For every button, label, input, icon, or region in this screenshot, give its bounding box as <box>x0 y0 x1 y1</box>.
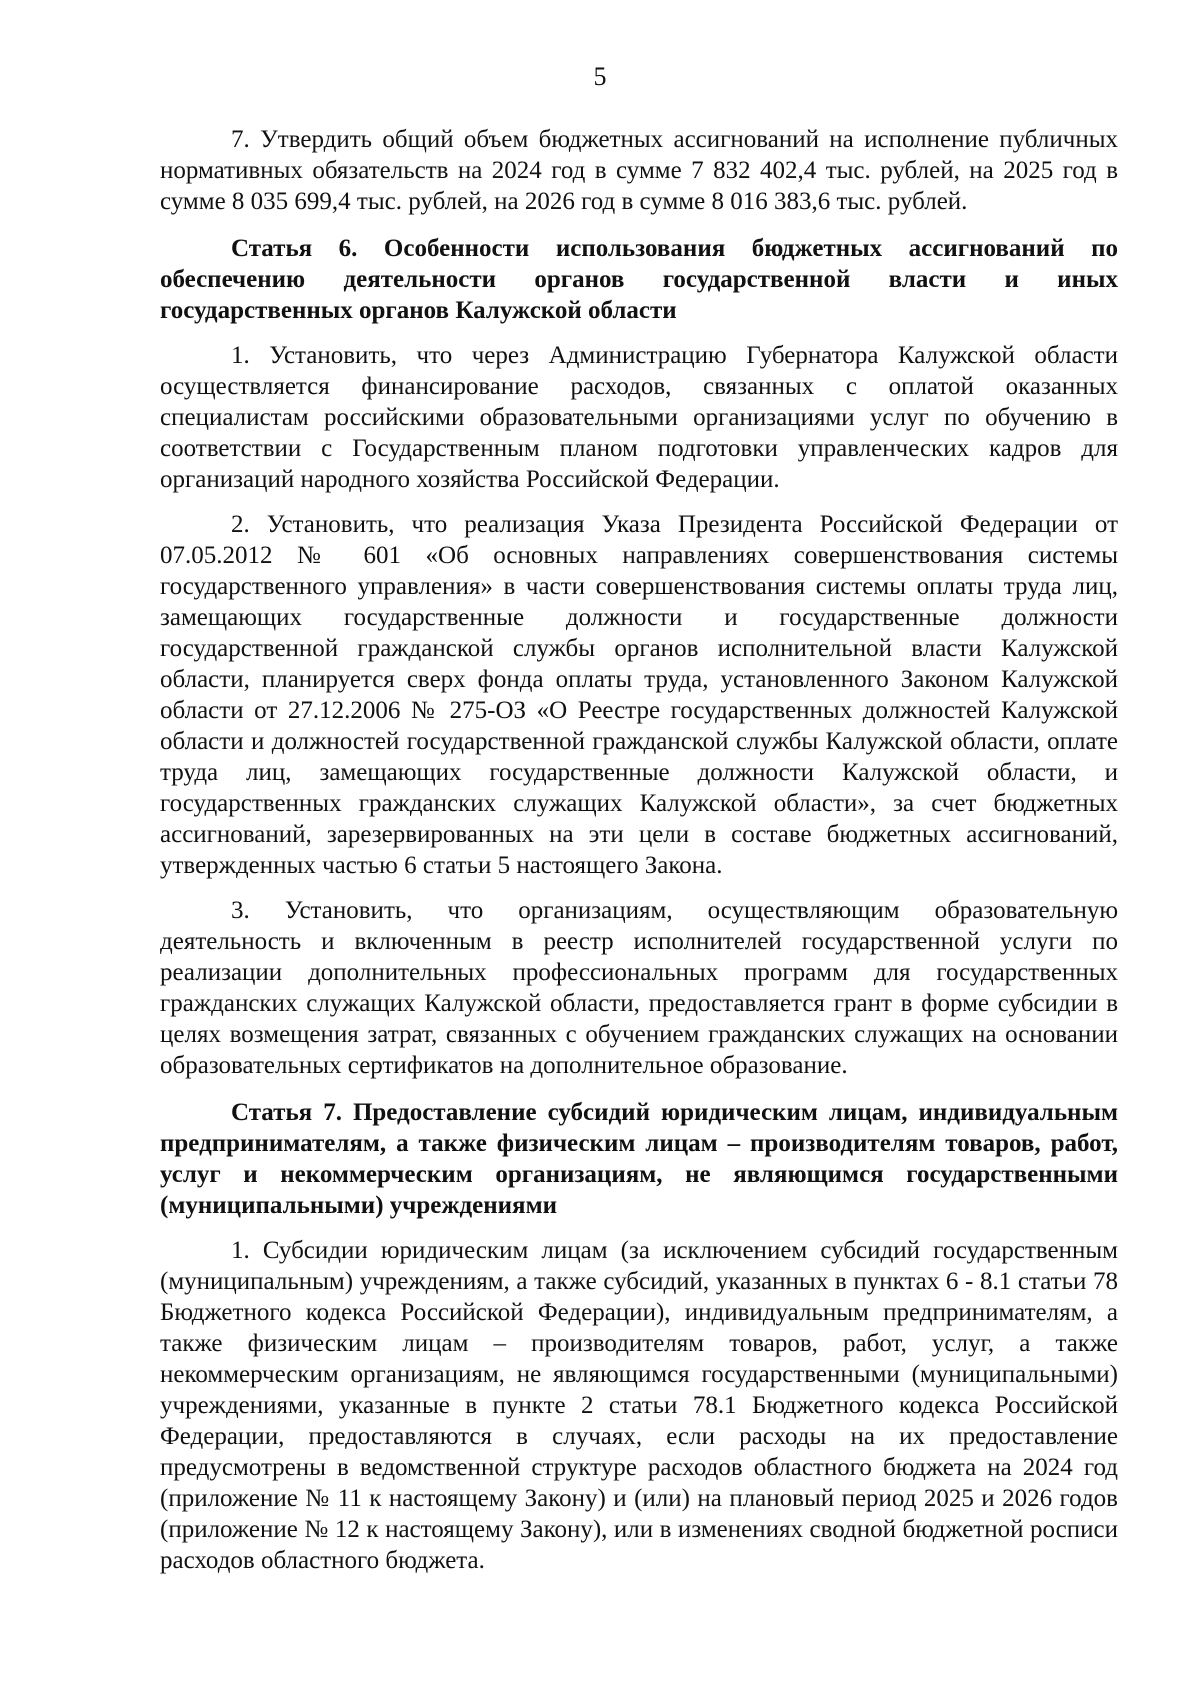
article-7-heading: Статья 7. Предоставление субсидий юридическим лицам, индивидуальным предпринимателям, а также физическим лицам – производителям товаров, работ, услуг и некоммерческим организациям, не являющимся государственными (муниципальными) учреждениями <box>160 1099 1118 1219</box>
article-7-paragraph-1: 1. Субсидии юридическим лицам (за исключением субсидий государственным (муниципальным) учреждениям, а также субсидий, указанных в пунктах 6 - 8.1 статьи 78 Бюджетного кодекса Российской Федерации), индивидуальным предпринимателям, а также физическим лицам – производителям товаров, работ, услуг, а также некоммерческим организациям, не являющимся государственными (муниципальными) учреждениями, указанные в пункте 2 статьи 78.1 Бюджетного кодекса Российской Федерации, предоставляются в случаях, если расходы на их предоставление предусмотрены в ведомственной структуре расходов областного бюджета на 2024 год (приложение № 11 к настоящему Закону) и (или) на плановый период 2025 и 2026 годов (приложение № 12 к настоящему Закону), или в изменениях сводной бюджетной росписи расходов областного бюджета. <box>160 1237 1118 1574</box>
article-6-paragraph-2: 2. Установить, что реализация Указа Президента Российской Федерации от 07.05.2012 № 601 «Об основных направлениях совершенствования системы государственного управления» в части совершенствования системы оплаты труда лиц, замещающих государственные должности и государственные должности государственной гражданской службы органов исполнительной власти Калужской области, планируется сверх фонда оплаты труда, установленного Законом Калужской области от 27.12.2006 № 275-ОЗ «О Реестре государственных должностей Калужской области и должностей государственной гражданской службы Калужской области, оплате труда лиц, замещающих государственные должности Калужской области, и государственных гражданских служащих Калужской области», за счет бюджетных ассигнований, зарезервированных на эти цели в составе бюджетных ассигнований, утвержденных частью 6 статьи 5 настоящего Закона. <box>160 511 1118 879</box>
article-6-paragraph-1: 1. Установить, что через Администрацию Губернатора Калужской области осуществляется финансирование расходов, связанных с оплатой оказанных специалистам российскими образовательными организациями услуг по обучению в соответствии с Государственным планом подготовки управленческих кадров для организаций народного хозяйства Российской Федерации. <box>160 342 1118 493</box>
article-6-paragraph-3: 3. Установить, что организациям, осуществляющим образовательную деятельность и включенным в реестр исполнителей государственной услуги по реализации дополнительных профессиональных программ для государственных гражданских служащих Калужской области, предоставляется грант в форме субсидии в целях возмещения затрат, связанных с обучением гражданских служащих на основании образовательных сертификатов на дополнительное образование. <box>160 897 1118 1079</box>
document-body <box>160 124 1118 1576</box>
article-6-heading: Статья 6. Особенности использования бюджетных ассигнований по обеспечению деятельности органов государственной власти и иных государственных органов Калужской области <box>160 235 1118 324</box>
paragraph-5-7: 7. Утвердить общий объем бюджетных ассигнований на исполнение публичных нормативных обязательств на 2024 год в сумме 7 832 402,4 тыс. рублей, на 2025 год в сумме 8 035 699,4 тыс. рублей, на 2026 год в сумме 8 016 383,6 тыс. рублей. <box>160 126 1118 215</box>
page-number: 5 <box>593 62 607 91</box>
